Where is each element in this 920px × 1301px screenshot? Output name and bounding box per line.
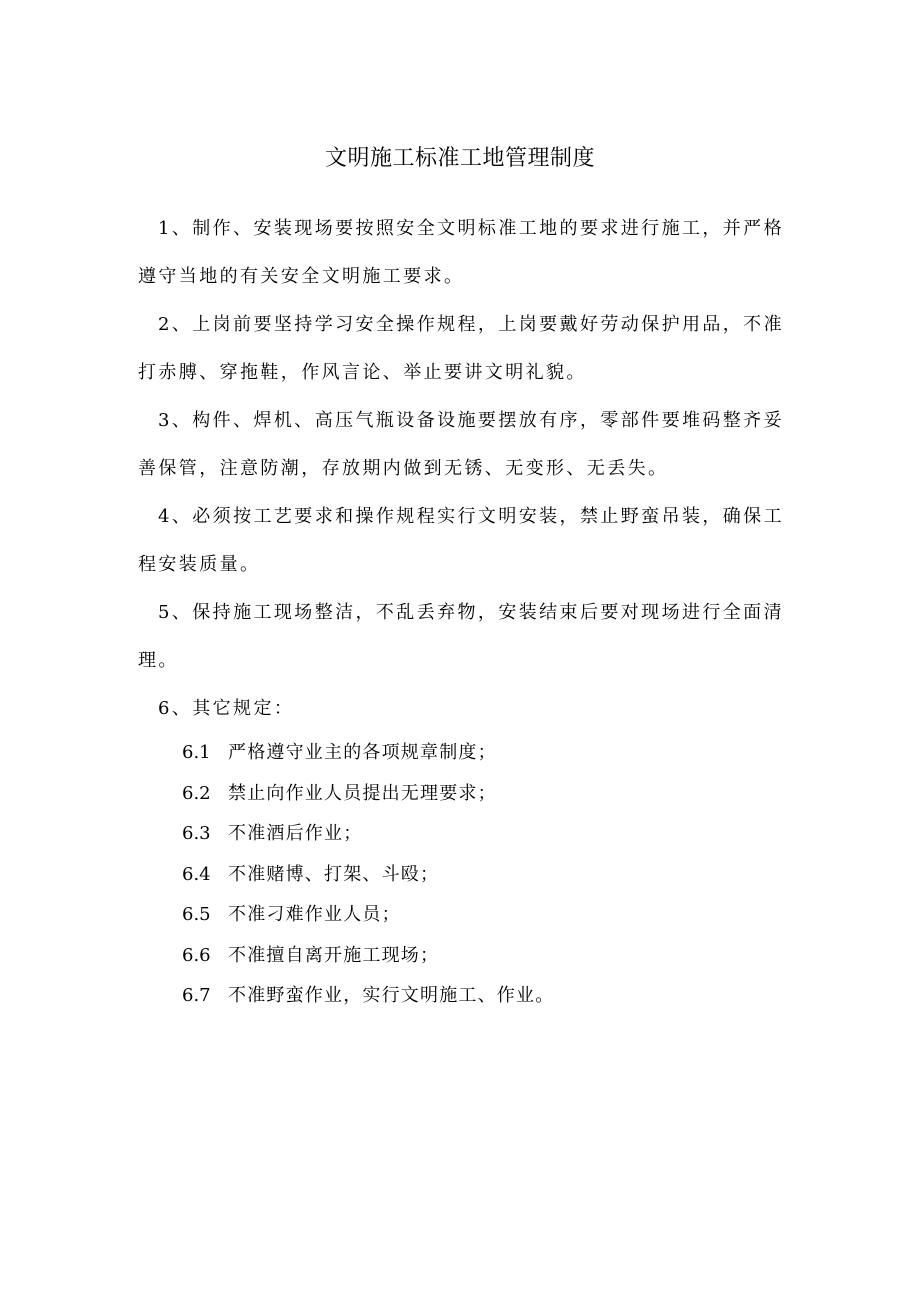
list-item-number: 6.7 xyxy=(182,985,211,1006)
rule-paragraph-1: 1、制作、安装现场要按照安全文明标准工地的要求进行施工，并严格遵守当地的有关安全文明施工要求。 xyxy=(138,218,784,287)
rule-paragraph-6: 6、其它规定： xyxy=(158,698,295,719)
list-item xyxy=(182,855,784,896)
list-item xyxy=(182,733,784,774)
list-item-number: 6.4 xyxy=(182,863,211,885)
list-item-text: 不准酒后作业； xyxy=(228,823,363,844)
rule-paragraph-5: 5、保持施工现场整洁，不乱丢弃物，安装结束后要对现场进行全面清理。 xyxy=(138,602,784,671)
list-item xyxy=(182,774,784,815)
other-rules-list xyxy=(138,733,784,1017)
rule-paragraph-3: 3、构件、焊机、高压气瓶设备设施要摆放有序，零部件要堆码整齐妥善保管，注意防潮，存放期内做到无锈、无变形、无丢失。 xyxy=(138,410,784,479)
list-item xyxy=(182,814,784,855)
list-item xyxy=(182,895,784,936)
list-item xyxy=(182,976,784,1017)
document-body xyxy=(138,205,784,1017)
list-item-text: 不准擅自离开施工现场； xyxy=(228,944,440,966)
list-item-number: 6.5 xyxy=(182,904,211,925)
document-title: 文明施工标准工地管理制度 xyxy=(324,146,595,171)
list-item-number: 6.6 xyxy=(182,944,211,966)
list-item-text: 禁止向作业人员提出无理要求； xyxy=(228,782,497,804)
list-item-number: 6.3 xyxy=(182,823,211,844)
list-item xyxy=(182,936,784,977)
list-item-text: 不准刁难作业人员； xyxy=(228,904,401,925)
list-item-text: 不准赌博、打架、斗殴； xyxy=(228,863,440,885)
rule-paragraph-4: 4、必须按工艺要求和操作规程实行文明安装，禁止野蛮吊装，确保工程安装质量。 xyxy=(138,506,784,575)
list-item-number: 6.2 xyxy=(182,782,211,804)
list-item-number: 6.1 xyxy=(182,742,211,763)
list-item-text: 不准野蛮作业，实行文明施工、作业。 xyxy=(228,985,555,1006)
rule-paragraph-2: 2、上岗前要坚持学习安全操作规程，上岗要戴好劳动保护用品，不准打赤膊、穿拖鞋，作风言论、举止要讲文明礼貌。 xyxy=(138,314,784,383)
list-item-text: 严格遵守业主的各项规章制度； xyxy=(228,742,497,763)
